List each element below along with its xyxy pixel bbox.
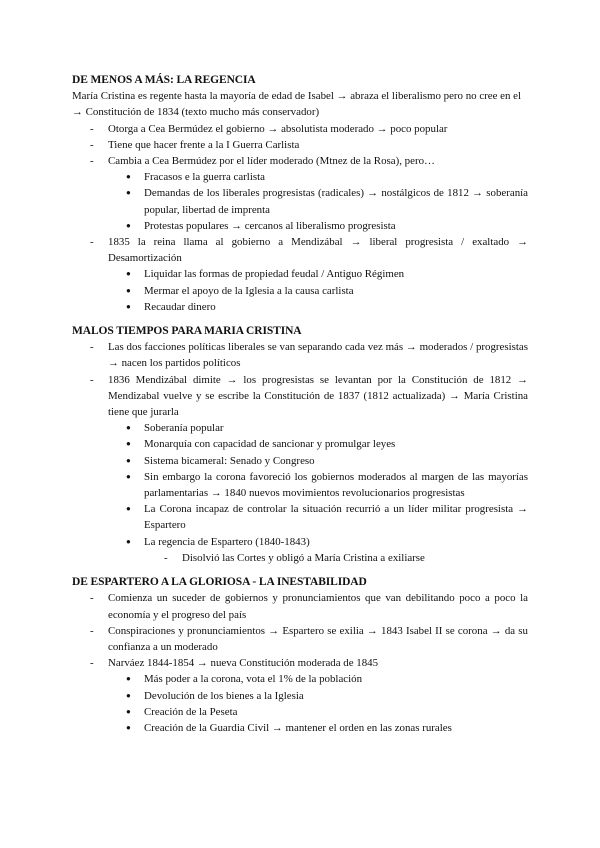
list-item-text: Mermar el apoyo de la Iglesia a la causa carlista — [144, 284, 354, 297]
bullet-dot-icon: ● — [126, 674, 131, 684]
list-item-text: Conspiraciones y pronunciamientos → Espartero se exilia → 1843 Isabel II se corona → da su confianza a un moderado — [108, 624, 528, 653]
list-item — [72, 153, 528, 234]
list-item — [108, 688, 528, 704]
list-item — [108, 436, 528, 452]
dash-marker-icon: - — [90, 592, 94, 605]
list-item — [108, 218, 528, 234]
section-heading: MALOS TIEMPOS PARA MARIA CRISTINA — [72, 325, 302, 338]
list-item-text: Fracasos e la guerra carlista — [144, 171, 265, 184]
list-item — [72, 234, 528, 315]
list-item — [108, 283, 528, 299]
dash-marker-icon: - — [90, 155, 94, 168]
bullet-dot-icon: ● — [126, 439, 131, 449]
section — [72, 72, 528, 315]
section-intro: María Cristina es regente hasta la mayoría de edad de Isabel → abraza el liberalismo pero no cree en el → Constitución de 1834 (texto mucho más conservador) — [72, 90, 522, 119]
list-item — [72, 372, 528, 566]
list-item-text: Creación de la Peseta — [144, 705, 238, 718]
dash-marker-icon: - — [90, 236, 94, 249]
list-item-text: Recaudar dinero — [144, 300, 216, 313]
bullet-dot-icon: ● — [126, 690, 131, 700]
list-item — [108, 671, 528, 687]
dash-marker-icon: - — [90, 657, 94, 670]
list-item-text: Liquidar las formas de propiedad feudal / Antiguo Régimen — [144, 268, 405, 281]
section — [72, 323, 528, 566]
list-item-text: Narváez 1844-1854 → nueva Constitución moderada de 1845 — [108, 657, 379, 670]
list-item-text: Más poder a la corona, vota el 1% de la población — [144, 673, 363, 686]
bullet-dot-icon: ● — [126, 722, 131, 732]
bullet-dot-icon: ● — [126, 455, 131, 465]
list-item — [108, 185, 528, 217]
bullet-dot-icon: ● — [126, 188, 131, 198]
list-item — [108, 453, 528, 469]
bullet-dot-icon: ● — [126, 706, 131, 716]
list-item — [108, 534, 528, 566]
sub-sub-bullet-list — [144, 550, 528, 566]
bullet-dot-icon: ● — [126, 471, 131, 481]
sub-bullet-list — [108, 169, 528, 234]
bullet-dot-icon: ● — [126, 301, 131, 311]
bullet-dot-icon: ● — [126, 172, 131, 182]
list-item-text: La Corona incapaz de controlar la situación recurrió a un líder militar progresista → Espartero — [144, 503, 528, 532]
bullet-dot-icon: ● — [126, 423, 131, 433]
dash-marker-icon: - — [90, 624, 94, 637]
list-item — [144, 550, 528, 566]
list-item — [108, 469, 528, 501]
list-item-text: Cambia a Cea Bermúdez por el líder moderado (Mtnez de la Rosa), pero… — [108, 155, 435, 168]
bullet-list — [72, 590, 528, 736]
list-item-text: Las dos facciones políticas liberales se van separando cada vez más → moderados / progresistas → nacen los partidos políticos — [108, 341, 528, 370]
list-item-text: Otorga a Cea Bermúdez el gobierno → absolutista moderado → poco popular — [108, 122, 448, 135]
sub-bullet-list — [108, 266, 528, 315]
list-item-text: Monarquía con capacidad de sancionar y promulgar leyes — [144, 438, 396, 451]
bullet-list — [72, 339, 528, 566]
list-item-text: La regencia de Espartero (1840-1843) — [144, 535, 310, 548]
list-item-text: Comienza un suceder de gobiernos y pronunciamientos que van debilitando poco a poco la economía y el progreso del país — [108, 592, 528, 621]
list-item-text: 1836 Mendizábal dimite → los progresistas se levantan por la Constitución de 1812 → Mendizabal vuelve y se escribe la Constitución de 1837 (1812 actualizada) → María Cristina tiene que jurarla — [108, 373, 528, 419]
list-item-text: Soberanía popular — [144, 422, 224, 435]
dash-marker-icon: - — [90, 341, 94, 354]
list-item — [72, 655, 528, 736]
section — [72, 574, 528, 736]
list-item — [72, 339, 528, 371]
list-item-text: Disolvió las Cortes y obligó a María Cristina a exiliarse — [182, 551, 425, 564]
dash-marker-icon: - — [90, 138, 94, 151]
list-item — [108, 266, 528, 282]
list-item-text: Devolución de los bienes a la Iglesia — [144, 689, 304, 702]
list-item — [108, 720, 528, 736]
list-item — [72, 623, 528, 655]
list-item — [108, 704, 528, 720]
sub-bullet-list — [108, 671, 528, 736]
bullet-dot-icon: ● — [126, 504, 131, 514]
list-item — [108, 420, 528, 436]
document-body — [72, 72, 528, 736]
list-item-text: Sistema bicameral: Senado y Congreso — [144, 454, 315, 467]
dash-marker-icon: - — [90, 373, 94, 386]
list-item-text: Protestas populares → cercanos al liberalismo progresista — [144, 219, 396, 232]
section-heading: DE ESPARTERO A LA GLORIOSA - LA INESTABILIDAD — [72, 576, 367, 589]
list-item-text: Tiene que hacer frente a la I Guerra Carlista — [108, 138, 300, 151]
list-item-text: 1835 la reina llama al gobierno a Mendizábal → liberal progresista / exaltado → Desamortización — [108, 236, 528, 265]
list-item — [72, 137, 528, 153]
bullet-dot-icon: ● — [126, 220, 131, 230]
bullet-dot-icon: ● — [126, 536, 131, 546]
list-item-text: Creación de la Guardia Civil → mantener el orden en las zonas rurales — [144, 721, 452, 734]
list-item — [108, 299, 528, 315]
list-item — [72, 590, 528, 622]
dash-marker-icon: - — [164, 551, 168, 564]
bullet-dot-icon: ● — [126, 269, 131, 279]
list-item — [108, 169, 528, 185]
list-item — [72, 121, 528, 137]
list-item — [108, 501, 528, 533]
section-heading: DE MENOS A MÁS: LA REGENCIA — [72, 74, 256, 86]
sub-bullet-list — [108, 420, 528, 566]
bullet-list — [72, 121, 528, 315]
dash-marker-icon: - — [90, 122, 94, 135]
bullet-dot-icon: ● — [126, 285, 131, 295]
list-item-text: Sin embargo la corona favoreció los gobiernos moderados al margen de las mayorías parlamentarias → 1840 nuevos movimientos revolucionarios progresistas — [144, 470, 528, 500]
list-item-text: Demandas de los liberales progresistas (radicales) → nostálgicos de 1812 → soberanía popular, libertad de imprenta — [144, 187, 528, 216]
